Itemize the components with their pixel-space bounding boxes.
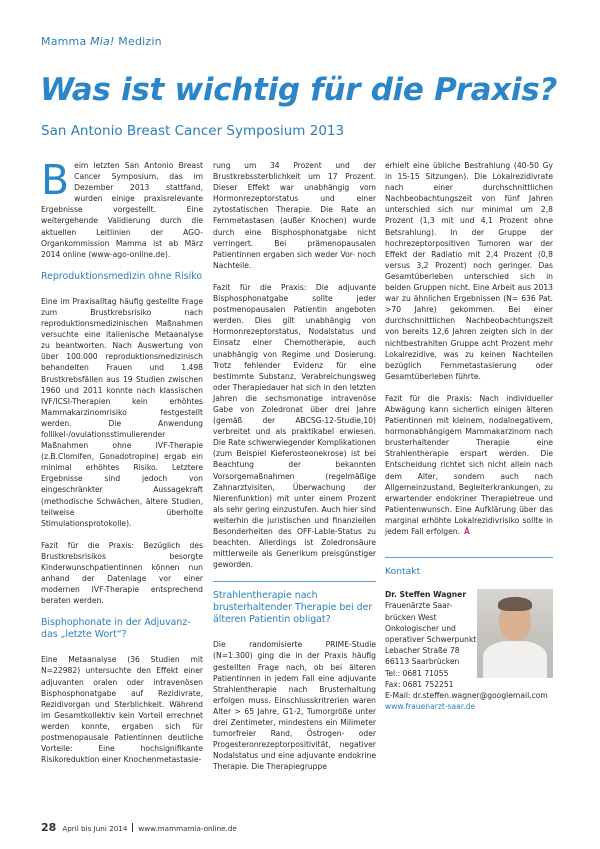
page-footer [41, 821, 237, 834]
contact-address: Lebacher Straße 78 [385, 646, 460, 656]
paragraph-fazit-3 [385, 393, 553, 537]
contact-line-2: brücken West [385, 612, 437, 622]
kontakt-heading: Kontakt [385, 566, 421, 578]
contact-line-4: operativer Schwerpunkt [385, 635, 477, 644]
magazine-prefix: Mamma [41, 35, 91, 48]
paragraph-reproduktion: Eine im Praxisalltag häufig gestellte Frage zum Brustkrebsrisiko nach reproduktionsmedizinischen Maßnahmen versuchte eine italienische Metaanalyse zu beantworten. Nach Auswertung von über 100.000 reproduktionsmedizinisch behandelten Frauen und 1.498 Brustkrebsfällen aus 19 Studien zwischen 1960 und 2011 konnte nach klassischen IVF/ICSI-Therapien kein erhöhtes Mammakarzinomrisiko festgestellt werden. Die Anwendung follikel-/ovulationsstimulierender Maßnahmen ohne IVF-Therapie (z.B.Clomifen, Gonadotropine) ergab ein minimal erhöhtes Risiko. Letztere Ergebnisse sind jedoch von eingeschränkter Aussagekraft (methodische Schwächen, ältere Studien, teilweise überholte Stimulationsprotokolle). [41, 296, 203, 528]
article-title: Was ist wichtig für die Praxis? [40, 72, 558, 108]
column-3 [385, 160, 553, 712]
paragraph-strahlentherapie: Die randomisierte PRIME-Studie (N=1.300) ging die in der Praxis häufig gestellten Frage nach, ob bei älteren Patientinnen in jedem Fall eine adjuvante Strahlentherapie nach Brusterhaltung erfolgen muss. Einschlusskritrerien waren Alter > 65 Jahre, G1-2, Tumorgröße unter drei Zentimeter, mindestens ein Milimeter tumorfreier Rand, Östrogen- oder Progesteronrezeptorpositivität, negativer Nodalstatus und eine adjuvante endokrine Therapie. Die Therapiegruppe [213, 640, 376, 772]
issue-date: April bis Juni 2014 [62, 824, 128, 833]
contact-website-link[interactable]: www.frauenarzt-saar.de [385, 702, 476, 712]
paragraph-fazit-1: Fazit für die Praxis: Bezüglich des Brustkrebsrisikos besorgte Kinderwunschpatientinnen können nun anhand der Datenlage vor einer modernen IVF-Therapie entsprechend beraten werden. [41, 540, 203, 606]
intro-text: eim letzten San Antonio Breast Cancer Symposium, das im Dezember 2013 stattfand, wurden einige praxisrelevante Ergebnisse vorgestellt. Eine weitergehende Validierung durch die aktuellen Leitlinien der AGO-Organkommission Mamma ist ab März 2014 online (www-ago-online.de). [41, 161, 203, 259]
column-1 [41, 156, 203, 765]
contact-fax: Fax: 0681 752251 [385, 679, 454, 689]
heading-reproduktionsmedizin: Reproduktionsmedizin ohne Risiko [41, 270, 203, 282]
section-divider [213, 581, 376, 582]
contact-name: Dr. Steffen Wagner [385, 590, 467, 600]
column-2 [213, 160, 376, 773]
contact-box [385, 589, 553, 712]
article-subtitle: San Antonio Breast Cancer Symposium 2013 [41, 123, 345, 139]
contact-city: 66113 Saarbrücken [385, 657, 460, 667]
author-photo [477, 589, 553, 678]
heading-bisphosphonate: Bisphophonate in der Adjuvanz- das „letzte Wort“? [41, 617, 191, 641]
footer-separator [132, 823, 133, 832]
kontakt-divider [385, 557, 553, 558]
contact-phone: Tel.: 0681 71055 [385, 668, 449, 678]
heading-strahlentherapie: Strahlentherapie nach brusterhaltender Therapie bei der älteren Patientin obligat? [213, 590, 373, 626]
footer-url[interactable]: www.mammamia-online.de [138, 824, 237, 833]
intro-paragraph [41, 156, 203, 260]
contact-line-1: Frauenärzte Saar- [385, 601, 453, 611]
magazine-italic: Mia! [90, 35, 115, 48]
contact-line-3: Onkologischer und [385, 623, 456, 633]
page-number: 28 [41, 821, 57, 834]
paragraph-bisph-continued: rung um 34 Prozent und der Brustkrebssterblichkeit um 17 Prozent. Dieser Effekt war unabhängig vom Hormonrezeptorstatus und einer zytostatischen Therapie. Die Rate an Fernmetastasen (außer Knochen) wurde durch eine Bisphosphonatgabe nicht verringert. Bei prämenopausalen Patientinnen ergaben sich weder Vor- noch Nachteile. [213, 161, 376, 270]
section-label: Medizin [114, 35, 162, 48]
paragraph-fazit-2: Fazit für die Praxis: Die adjuvante Bisphosphonatgabe sollte jeder postmenopausalen Patientin angeboten werden. Dies gilt unabhängig von Hormonrezeptorstatus, Nodalstatus und Einsatz einer Chemotherapie, auch unabhängig von Regime und Dosierung. Trotz fehlender Evidenz für eine bestimmte Substanz, Verabreichungsweg oder Therapiedauer hat sich in den letzten Jahren die sechsmonatige intravenöse Gabe von Zoledronat über drei Jahre (gemäß der ABCSG-12-Studie,10) verbreitet und als praktikabel erwiesen. Die Rate schwerwiegender Komplikationen (zum Beispiel Kieferosteonekrose) ist bei Beachtung der bekannten Vorsorgemaßnahmen (regelmäßige Zahnarztvisiten, Überwachung der Nierenfunktion) mit unter einem Prozent als sehr gering einzustufen. Auch hier sind weiterhin die juristischen und finanziellen Besonderheiten des OFF-Lable-Status zu beachten. Allerdings ist Zoledronsäure mittlerweile als Generikum preisgünstiger geworden. [213, 282, 376, 570]
paragraph-strahl-continued: erhielt eine übliche Bestrahlung (40-50 Gy in 15-15 Sitzungen). Die Lokalrezidivrate nach einer durchschnittlichen Nachbeobachtungszeit von fünf Jahren unterschied sich nur minimal um 2,8 Prozent (1,3 mit und 4,1 Prozent ohne Betsrahlung). In der Gruppe der hochrezeptorpositiven Tumoren war der Effekt der Radiatio mit 2,4 Prozent (0,8 versus 3,2 Prozent) noch geringer. Das Gesamtüberleben unterschied sich in beiden Gruppen nicht. Eine Arbeit aus 2013 war zu ähnlichen Ergebnissen (N= 636 Pat. >70 Jahre) gekommen. Bei einer durchschnittlichen Nachbeobachtungszeit von bereits 12,6 Jahren zeigten sich in der nichtbestrahlten Gruppe acht Prozent mehr Lokalrezidive, was zu keinen Nachteilen bezüglich Fernmetastasierung oder Gesamtüberleben führte. [385, 161, 553, 381]
fazit-3-text: Fazit für die Praxis: Nach individueller Abwägung kann sicherlich einigen älteren Patientinnen mit kleinem, nodalnegativem, hormonabhängigem Mammakarzinom nach brusterhaltender Therapie eine Strahlentherapie erspart werden. Die Entscheidung richtet sich nicht allein nach dem Alter, sondern auch nach Allgemeinzustand, Begleiterkrankungen, zu erwartender endokriner Therapietreue und Patientenwunsch. Eine Aufklärung über das marginal erhöhte Lokalrezidivrisiko sollte in jedem Fall erfolgen. [385, 393, 553, 536]
magazine-header [41, 35, 162, 48]
contact-email[interactable]: E-Mail: dr.steffen.wagner@googlemail.com [385, 691, 548, 701]
drop-cap: B [41, 156, 70, 204]
paragraph-bisphosphonate: Eine Metaanalyse (36 Studien mit N=22982) untersuchte den Effekt einer adjuvanten oralen oder intravenösen Bisphosphonatgabe auf Rezidivrate, Rezidivorgan und Sterblichkeit. Während im Gesamtkollektiv kein Vorteil errechnet werden konnte, ergaben sich für postmenopausale Patientinnen deutliche Vorteile: Eine hochsignifikante Risikoreduktion einer Knochenmetastasie- [41, 655, 203, 765]
article-end-icon: Å [463, 527, 470, 536]
